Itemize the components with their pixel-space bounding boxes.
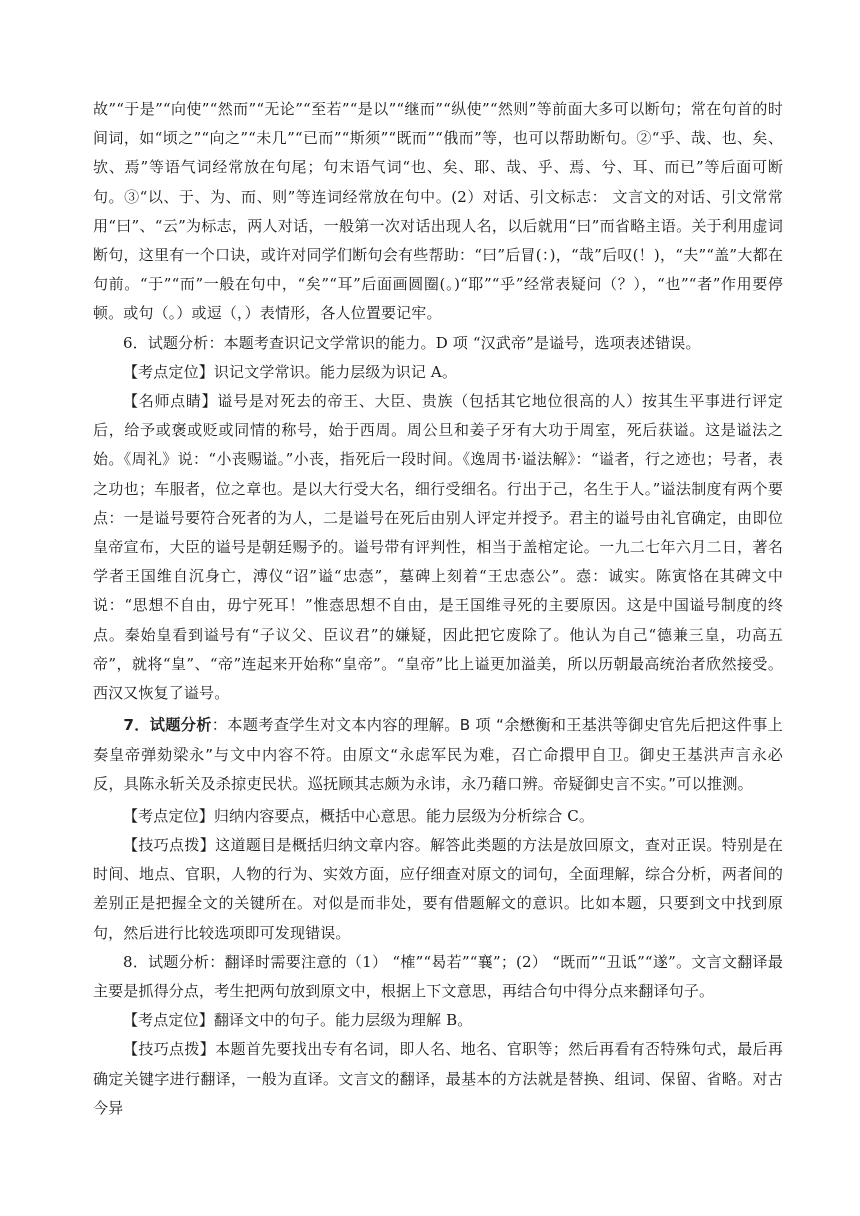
paragraph-q7-jiqiao: 【技巧点拨】这道题目是概括归纳文章内容。解答此类题的方法是放回原文，查对正误。特别是在时间、地点、官职，人物的行为、实效方面，应仔细查对原文的词句，全面理解，综合分析，两者间的差别正是把握全文的关键所在。对似是而非处，要有借题解文的意识。比如本题，只要到文中找到原句，然后进行比较选项即可发现错误。 [93, 835, 783, 942]
paragraph-q8-kaodian: 【考点定位】翻译文中的句子。能力层级为理解 B。 [123, 1011, 473, 1030]
paragraph-q6-analysis: 6．试题分析：本题考查识记文学常识的能力。D 项 “汉武帝”是谥号，选项表述错误。 [123, 333, 701, 352]
paragraph-q6-mingshi: 【名师点睛】谥号是对死去的帝王、大臣、贵族（包括其它地位很高的人）按其生平事进行评定后，给予或褒或贬或同情的称号，始于西周。周公旦和姜子牙有大功于周室，死后获谥。这是谥法之始。《周礼》说：“小丧赐谥。”小丧，指死后一段时间。《逸周书·谥法解》：“谥者，行之迹也；号者，表之功也；车服者，位之章也。是以大行受大名，细行受细名。行出于己，名生于人。”谥法制度有两个要点：一是谥号要符合死者的为人，二是谥号在死后由别人评定并授予。君主的谥号由礼官确定，由即位皇帝宣布，大臣的谥号是朝廷赐予的。谥号带有评判性，相当于盖棺定论。一九二七年六月二日，著名学者王国维自沉身亡，溥仪“诏”谥“忠悫”，墓碑上刻着“王忠悫公”。悫：诚实。陈寅恪在其碑文中说：“思想不自由，毋宁死耳！”惟悫思想不自由，是王国维寻死的主要原因。这是中国谥号制度的终点。秦始皇看到谥号有“子议父、臣议君”的嫌疑，因此把它废除了。他认为自己“德兼三皇，功高五帝”，就将“皇”、“帝”连起来开始称“皇帝”。“皇帝”比上谥更加溢美，所以历朝最高统治者欣然接受。西汉又恢复了谥号。 [93, 392, 783, 703]
paragraph-q8-jiqiao: 【技巧点拨】本题首先要找出专有名词，即人名、地名、官职等；然后再看有否特殊句式，最后再确定关键字进行翻译，一般为直译。文言文的翻译，最基本的方法就是替换、组词、保留、省略。对古今异 [93, 1040, 783, 1117]
paragraph-q7-analysis [93, 711, 783, 800]
paragraph-q6-kaodian: 【考点定位】识记文学常识。能力层级为识记 A。 [123, 362, 458, 381]
document-body [93, 95, 783, 1123]
paragraph-q8-analysis: 8．试题分析：翻译时需要注意的（1） “榷”“曷若”“襄”；(2） “既而”“丑诋”“遂”。文言文翻译最主要是抓得分点，考生把两句放到原文中，根据上下文意思，再结合句中得分点来翻译句子。 [93, 952, 783, 1000]
paragraph-continued-sentence-breaking: 故”“于是”“向使”“然而”“无论”“至若”“是以”“继而”“纵使”“然则”等前面大多可以断句；常在句首的时间词，如“顷之”“向之”“未几”“已而”“斯须”“既而”“俄而”等，也可以帮助断句。②“乎、哉、也、矣、欤、焉”等语气词经常放在句尾；句末语气词“也、矣、耶、哉、乎、焉、兮、耳、而已”等后面可断句。③“以、于、为、而、则”等连词经常放在句中。(2）对话、引文标志： 文言文的对话、引文常常用“曰”、“云”为标志，两人对话，一般第一次对话出现人名，以后就用“曰”而省略主语。关于利用虚词断句，这里有一个口诀，或许对同学们断句会有些帮助：“曰”后冒(：)，“哉”后叹(！)，“夫”“盖”大都在句前。“于”“而”一般在句中，“矣”“耳”后面画圆圈(。)“耶”“乎”经常表疑问（？），“也”“者”作用要停顿。或句（。）或逗（，）表情形，各人位置要记牢。 [93, 100, 783, 323]
q7-heading: 7．试题分析 [123, 716, 212, 735]
paragraph-q7-kaodian: 【考点定位】归纳内容要点，概括中心意思。能力层级为分析综合 C。 [123, 806, 595, 825]
q7-analysis-text: ：本题考查学生对文本内容的理解。B 项 “余懋衡和王基洪等御史官先后把这件事上奏皇帝弹劾梁永”与文中内容不符。由原文“永虑军民为难，召亡命擐甲自卫。御史王基洪声言永必反，具陈永斩关及杀掠吏民状。巡抚顾其志颇为永讳，永乃藉口辨。帝疑御史言不实。”可以推测。 [93, 716, 784, 794]
